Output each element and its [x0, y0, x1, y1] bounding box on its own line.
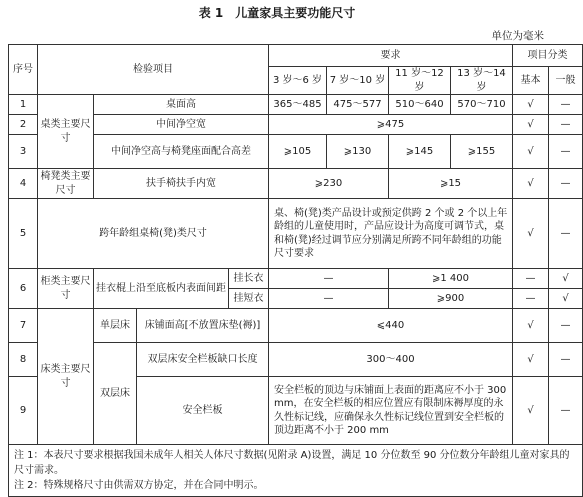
- value-cell: 300～400: [269, 343, 513, 377]
- category-desk: 桌类主要尺寸: [38, 95, 94, 169]
- value-cell: 510～640: [389, 95, 451, 115]
- requirement-text: 安全栏板的顶边与床铺面上表面的距离应不小于 300 mm，在安全栏板的相应位置应有限制床褥厚度的永久性标记线，应确保永久性标记线位置到安全栏板的顶边距离不小于 200 mm: [269, 377, 513, 445]
- header-item: 检验项目: [38, 45, 269, 95]
- table-row: [9, 309, 583, 343]
- value-cell: ⩾475: [269, 115, 513, 135]
- sub-item-long-coat: 挂长衣: [229, 269, 269, 289]
- table-row: [9, 199, 583, 269]
- row-number: 1: [9, 95, 38, 115]
- general-mark: √: [549, 269, 583, 289]
- value-cell: 570～710: [451, 95, 513, 115]
- group-single-bed: 单层床: [94, 309, 137, 343]
- row-number: 9: [9, 377, 38, 445]
- general-mark: —: [549, 169, 583, 199]
- value-cell: 365～485: [269, 95, 327, 115]
- row-number: 4: [9, 169, 38, 199]
- row-number: 6: [9, 269, 38, 309]
- unit-label: 单位为毫米: [491, 30, 544, 42]
- item-name: 中间净空宽: [94, 115, 269, 135]
- value-cell: ⩾155: [451, 135, 513, 169]
- note-1: 注 1：本表尺寸要求根据我国未成年人相关人体尺寸数据(见附录 A)设置，满足 10 分位数至 90 分位数分年龄组儿童对家具的尺寸需求。: [14, 450, 570, 476]
- value-cell: ⩾900: [389, 289, 513, 309]
- general-mark: —: [549, 343, 583, 377]
- basic-mark: √: [513, 377, 549, 445]
- basic-mark: √: [513, 115, 549, 135]
- row-number: 8: [9, 343, 38, 377]
- table-number: 表 1: [198, 6, 224, 20]
- item-name: 挂衣棍上沿至底板内表面间距: [94, 269, 229, 309]
- header-general: 一般: [549, 67, 583, 95]
- category-cross-age: 跨年龄组桌椅(凳)类尺寸: [38, 199, 269, 269]
- value-cell: —: [269, 269, 389, 289]
- value-cell: ⩾105: [269, 135, 327, 169]
- row-number: 3: [9, 135, 38, 169]
- header-class: 项目分类: [513, 45, 583, 67]
- requirement-text: 桌、椅(凳)类产品设计或预定供跨 2 个或 2 个以上年龄组的儿童使用时，产品应设计为高度可调节式，桌和椅(凳)经过调节应分别满足所跨不同年龄组的功能尺寸要求: [269, 199, 513, 269]
- note-2: 注 2：特殊规格尺寸由供需双方协定，并在合同中明示。: [14, 480, 264, 491]
- value-cell: ⩾230: [269, 169, 389, 199]
- item-name: 桌面高: [94, 95, 269, 115]
- table-row: [9, 269, 583, 289]
- basic-mark: √: [513, 135, 549, 169]
- value-cell: ⩾1 400: [389, 269, 513, 289]
- row-number: 5: [9, 199, 38, 269]
- value-cell: ⩽440: [269, 309, 513, 343]
- header-basic: 基本: [513, 67, 549, 95]
- header-age-2: 7 岁～10 岁: [327, 67, 389, 95]
- value-cell: —: [269, 289, 389, 309]
- row-number: 7: [9, 309, 38, 343]
- notes-row: [9, 445, 583, 497]
- category-bed: 床类主要尺寸: [38, 309, 94, 445]
- dimension-table: [8, 44, 583, 497]
- basic-mark: √: [513, 309, 549, 343]
- general-mark: √: [549, 289, 583, 309]
- basic-mark: —: [513, 269, 549, 289]
- item-name: 扶手椅扶手内宽: [94, 169, 269, 199]
- header-seq: 序号: [9, 45, 38, 95]
- basic-mark: √: [513, 343, 549, 377]
- notes: [9, 445, 583, 497]
- general-mark: —: [549, 199, 583, 269]
- category-chair: 椅凳类主要尺寸: [38, 169, 94, 199]
- sub-item-short-coat: 挂短衣: [229, 289, 269, 309]
- header-age-1: 3 岁～6 岁: [269, 67, 327, 95]
- general-mark: —: [549, 95, 583, 115]
- table-row: [9, 95, 583, 115]
- row-number: 2: [9, 115, 38, 135]
- general-mark: —: [549, 115, 583, 135]
- table-row: [9, 169, 583, 199]
- value-cell: ⩾130: [327, 135, 389, 169]
- general-mark: —: [549, 309, 583, 343]
- item-name: 中间净空高与椅凳座面配合高差: [94, 135, 269, 169]
- item-name: 双层床安全栏板缺口长度: [137, 343, 269, 377]
- basic-mark: —: [513, 289, 549, 309]
- item-name: 安全栏板: [137, 377, 269, 445]
- basic-mark: √: [513, 169, 549, 199]
- value-cell: ⩾145: [389, 135, 451, 169]
- table-title: [0, 4, 554, 21]
- header-row-1: [9, 45, 583, 67]
- general-mark: —: [549, 377, 583, 445]
- table-row: [9, 135, 583, 169]
- category-cabinet: 柜类主要尺寸: [38, 269, 94, 309]
- table-row: [9, 115, 583, 135]
- value-cell: ⩾15: [389, 169, 513, 199]
- table-row: [9, 343, 583, 377]
- value-cell: 475～577: [327, 95, 389, 115]
- basic-mark: √: [513, 199, 549, 269]
- table-caption: 儿童家具主要功能尺寸: [235, 6, 356, 20]
- group-bunk-bed: 双层床: [94, 343, 137, 445]
- header-age-4: 13 岁～14 岁: [451, 67, 513, 95]
- header-req: 要求: [269, 45, 513, 67]
- item-name: 床铺面高[不放置床垫(褥)]: [137, 309, 269, 343]
- header-age-3: 11 岁～12 岁: [389, 67, 451, 95]
- general-mark: —: [549, 135, 583, 169]
- basic-mark: √: [513, 95, 549, 115]
